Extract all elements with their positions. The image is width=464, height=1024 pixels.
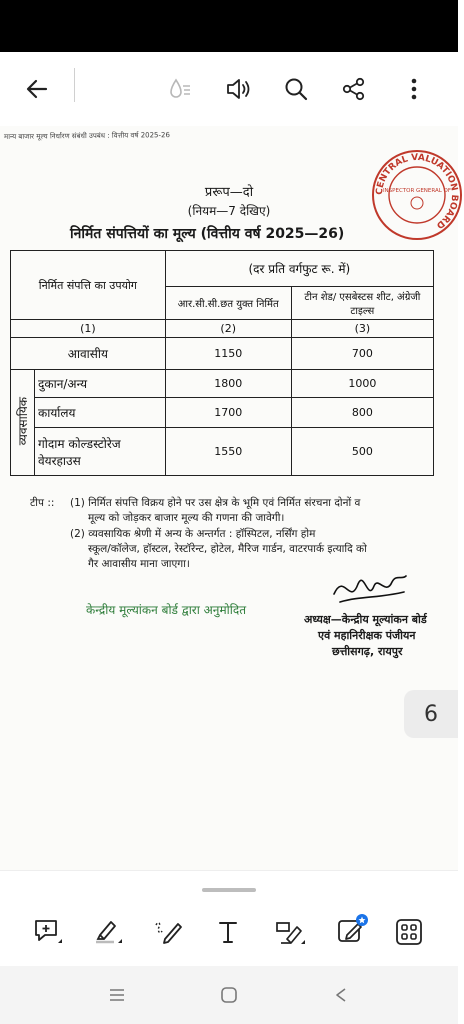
read-aloud-icon <box>224 76 252 102</box>
draw-button[interactable] <box>146 904 190 960</box>
back-button[interactable] <box>318 966 364 1024</box>
highlighter-button[interactable] <box>86 904 130 960</box>
row-label: आवासीय <box>11 338 166 370</box>
note-1-line-2: मूल्य को जोड़कर बाजार मूल्य की गणना की जावेगी। <box>88 512 285 524</box>
table-col-num: (3) <box>291 320 433 338</box>
note-1-line-1: (1) निर्मित संपत्ति विक्रय होने पर उस क्षेत्र के भूमि एवं निर्मित संरचना दोनों व <box>70 497 361 509</box>
table-row <box>11 398 434 428</box>
table-header-tin: टीन शेड/ एसबेस्टस शीट, अंग्रेजी टाइल्स <box>291 287 433 320</box>
seal-text: CENTRAL VALUATION BOARD <box>374 152 460 231</box>
page-header-line: मान्य बाजार मूल्य निर्धारण संबंधी उपबंध : वित्तीय वर्ष 2025-26 <box>3 131 170 141</box>
row-tin-value: 500 <box>291 428 433 476</box>
row-tin-value: 1000 <box>291 370 433 398</box>
table-header-rcc: आर.सी.सी.छत युक्त निर्मित <box>165 287 291 320</box>
note-prefix: टीप :: <box>30 497 55 509</box>
back-icon <box>333 986 349 1004</box>
share-button[interactable] <box>334 52 374 126</box>
highlighter-icon <box>92 917 124 947</box>
recents-icon <box>108 987 126 1003</box>
add-comment-icon <box>32 917 64 947</box>
row-label: गोदाम कोल्डस्टोरेज वेयरहाउस <box>35 428 166 476</box>
table-header-rate: (दर प्रति वर्गफुट रू. में) <box>165 251 433 287</box>
eraser-icon <box>273 917 307 947</box>
back-arrow-icon <box>24 76 50 102</box>
table-header-usage: निर्मित संपत्ति का उपयोग <box>11 251 166 320</box>
table-col-num: (2) <box>165 320 291 338</box>
home-button[interactable] <box>206 966 252 1024</box>
more-options-button[interactable] <box>394 52 434 126</box>
signatory-line-1: अध्यक्ष—केन्द्रीय मूल्यांकन बोर्ड <box>304 613 427 626</box>
commercial-label: व्यवसायिक <box>16 396 30 446</box>
grid-view-button[interactable] <box>386 904 432 960</box>
row-label: दुकान/अन्य <box>35 370 166 398</box>
grid-view-icon <box>394 917 424 947</box>
edit-pen-icon <box>334 913 370 947</box>
row-tin-value: 700 <box>291 338 433 370</box>
table-row <box>11 428 434 476</box>
row-tin-value: 800 <box>291 398 433 428</box>
toolbar-divider <box>74 68 75 102</box>
edit-pen-button[interactable] <box>328 900 376 960</box>
draw-icon <box>152 917 184 947</box>
eraser-button[interactable] <box>266 904 314 960</box>
seal-inner-text: INSPECTOR GENERAL OF <box>382 188 452 194</box>
status-bar <box>0 0 458 52</box>
note-2-line-2: स्कूल/कॉलेज, हॉस्टल, रेस्टॉरेन्ट, होटेल, मैरिज गार्डन, वाटरपार्क इत्यादि को <box>88 543 367 555</box>
rule-reference: (नियम—7 देखिए) <box>187 204 271 218</box>
row-rcc-value: 1150 <box>165 338 291 370</box>
drag-handle[interactable] <box>202 888 256 892</box>
recents-button[interactable] <box>94 966 140 1024</box>
read-aloud-button[interactable] <box>218 52 258 126</box>
form-title: प्ररूप—दो <box>204 185 254 200</box>
reading-mode-icon <box>167 76 193 102</box>
approval-text: केन्द्रीय मूल्यांकन बोर्ड द्वारा अनुमोदित <box>86 603 247 617</box>
text-button[interactable] <box>206 904 250 960</box>
valuation-table <box>10 250 434 476</box>
row-rcc-value: 1550 <box>165 428 291 476</box>
commercial-group-label <box>11 370 35 476</box>
back-arrow-button[interactable] <box>14 52 60 126</box>
row-rcc-value: 1700 <box>165 398 291 428</box>
signature <box>330 566 410 612</box>
search-button[interactable] <box>276 52 316 126</box>
search-icon <box>283 76 309 102</box>
note-2-line-3: गैर आवासीय माना जाएगा। <box>88 558 190 570</box>
add-comment-button[interactable] <box>26 904 70 960</box>
more-options-icon <box>409 76 419 102</box>
text-icon <box>214 918 242 946</box>
page-number-indicator[interactable]: 6 <box>404 690 458 738</box>
signatory-line-3: छत्तीसगढ़, रायपुर <box>332 645 403 658</box>
signatory-line-2: एवं महानिरीक्षक पंजीयन <box>318 629 416 642</box>
note-2-line-1: (2) व्यवसायिक श्रेणी में अन्य के अन्तर्गत : हॉस्पिटल, नर्सिंग होम <box>70 528 316 540</box>
row-label: कार्यालय <box>35 398 166 428</box>
row-rcc-value: 1800 <box>165 370 291 398</box>
table-row <box>11 370 434 398</box>
reading-mode-button[interactable] <box>160 52 200 126</box>
table-col-num: (1) <box>11 320 166 338</box>
share-icon <box>341 76 367 102</box>
table-row <box>11 338 434 370</box>
home-icon <box>220 986 238 1004</box>
main-title: निर्मित संपत्तियों का मूल्य (वित्तीय वर्ष 2025—26) <box>70 226 345 242</box>
